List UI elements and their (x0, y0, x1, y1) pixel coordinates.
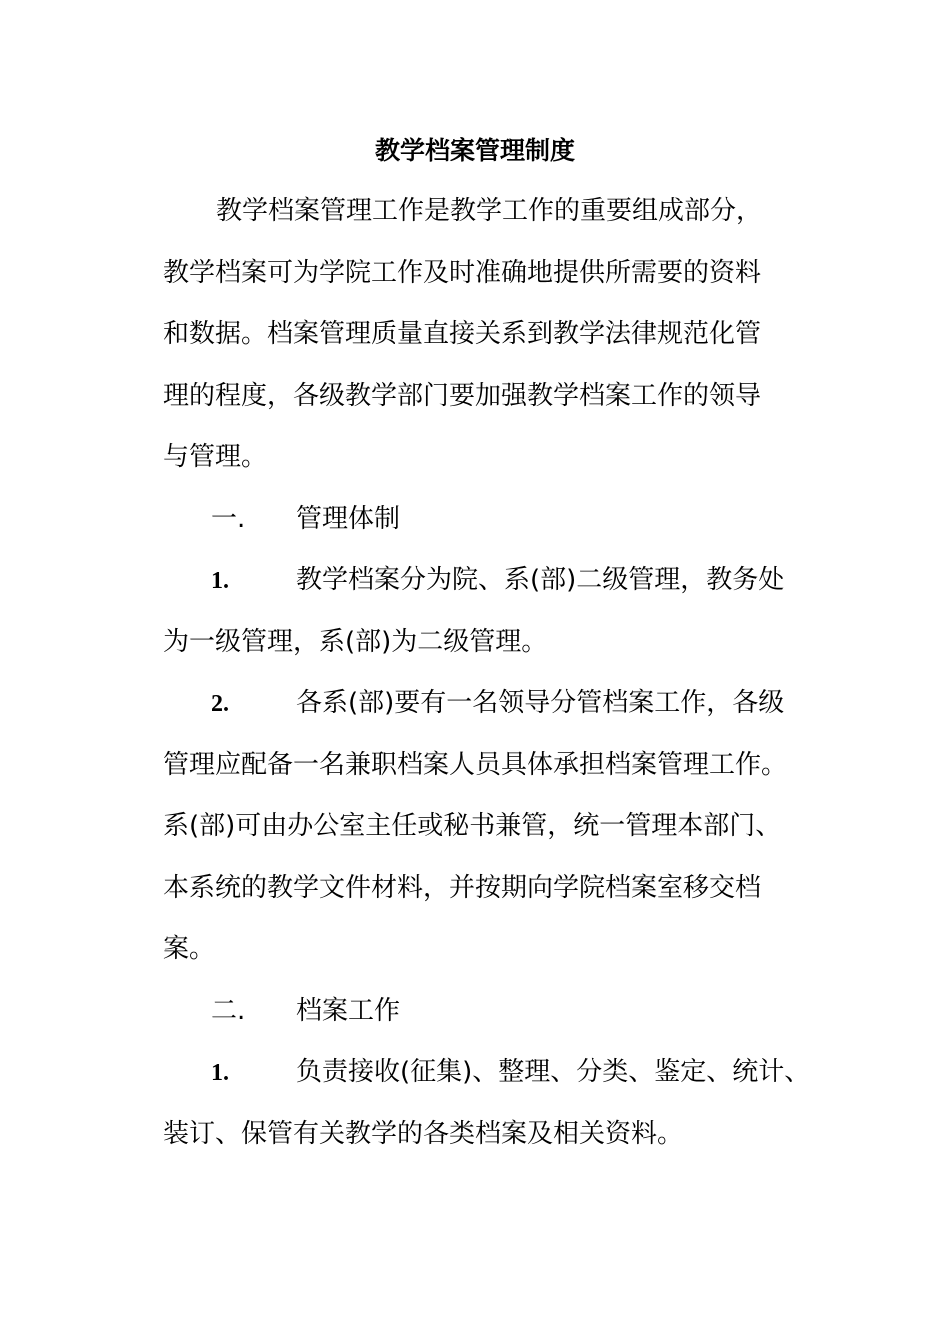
item-line: 为一级管理，系(部)为二级管理。 (163, 626, 548, 657)
item-number: 1. (211, 568, 229, 594)
section-2-item-1 (163, 1042, 813, 1165)
section-number: 二. (211, 995, 246, 1026)
item-line: 本系统的教学文件材料，并按期向学院档案室移交档 (163, 872, 762, 903)
intro-line: 理的程度，各级教学部门要加强教学档案工作的领导 (163, 380, 762, 411)
section-number: 一. (211, 503, 246, 534)
document-title: 教学档案管理制度 (374, 136, 575, 165)
document-body (163, 181, 813, 1165)
item-line: 各系(部)要有一名领导分管档案工作，各级 (296, 688, 785, 718)
item-line: 教学档案分为院、系(部)二级管理，教务处 (296, 565, 785, 595)
item-number: 1. (211, 1060, 229, 1086)
section-1-item-2 (163, 673, 813, 981)
item-line: 管理应配备一名兼职档案人员具体承担档案管理工作。 (163, 749, 788, 780)
section-1-item-1 (163, 550, 813, 673)
intro-line: 与管理。 (163, 442, 268, 472)
item-line: 案。 (163, 934, 216, 964)
section-2-heading (163, 981, 813, 1043)
item-line: 装订、保管有关教学的各类档案及相关资料。 (163, 1118, 684, 1149)
item-line: 负责接收(征集)、整理、分类、鉴定、统计、 (296, 1057, 811, 1087)
item-line: 系(部)可由办公室主任或秘书兼管，统一管理本部门、 (163, 811, 782, 841)
intro-line: 和数据。档案管理质量直接关系到教学法律规范化管 (163, 319, 762, 349)
section-1-heading (163, 489, 813, 551)
item-number: 2. (211, 691, 229, 717)
section-heading-text: 档案工作 (296, 995, 401, 1026)
intro-line: 教学档案管理工作是教学工作的重要组成部分， (216, 196, 763, 226)
section-heading-text: 管理体制 (296, 503, 401, 534)
intro-paragraph (163, 181, 813, 489)
intro-line: 教学档案可为学院工作及时准确地提供所需要的资料 (163, 257, 762, 288)
